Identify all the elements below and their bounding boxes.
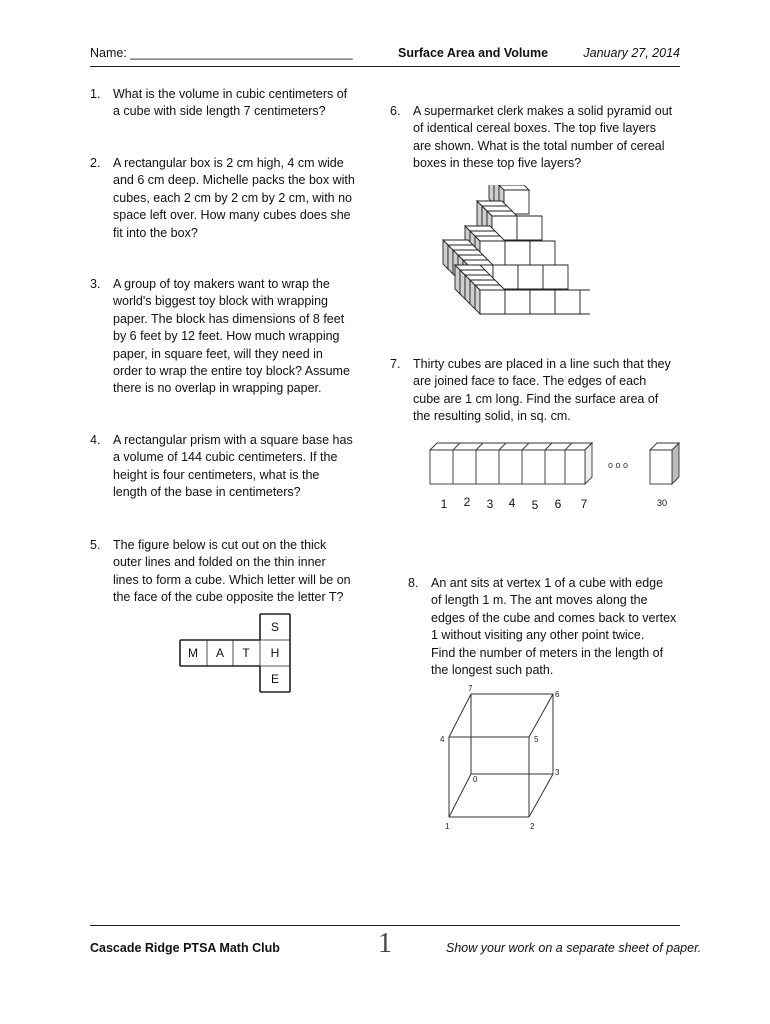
question-line: lines to form a cube. Which letter will be on <box>113 572 351 587</box>
box-top-face <box>465 226 495 231</box>
net-letter-t: T <box>242 646 250 660</box>
box-top-face <box>475 236 505 241</box>
question-line: the face of the cube opposite the letter T? <box>113 590 344 605</box>
question-text <box>413 356 671 426</box>
net-letter-a: A <box>215 646 225 660</box>
footer-instruction: Show your work on a separate sheet of paper. <box>446 941 702 955</box>
question-line: height is four centimeters, what is the <box>113 467 320 482</box>
question-line: A supermarket clerk makes a solid pyramid out <box>413 104 673 118</box>
last-cube-side <box>672 443 679 484</box>
question-line: a cube with side length 7 centimeters? <box>113 104 326 119</box>
box-top-face <box>460 270 490 275</box>
box-top-face <box>453 250 483 255</box>
question-line: outer lines and folded on the thin inner <box>113 555 326 570</box>
box-top-face <box>455 265 485 270</box>
box-top-face <box>470 231 500 236</box>
box-front-face <box>518 265 543 289</box>
cube-label: 5 <box>531 498 539 512</box>
question-number: 3. <box>90 277 101 291</box>
question-number: 4. <box>90 433 101 447</box>
cube-label-last: 30 <box>656 498 668 508</box>
question-line: of identical cereal boxes. The top five layers <box>413 121 656 136</box>
question-line: Find the number of meters in the length of <box>431 645 664 660</box>
question-line: a volume of 144 cubic centimeters. If the <box>113 450 338 465</box>
question-text <box>431 575 676 679</box>
question-line: edges of the cube and comes back to vertex <box>431 610 677 625</box>
cube-net-figure <box>170 610 300 700</box>
box-front-face <box>505 241 530 265</box>
question-line: the longest such path. <box>431 663 554 678</box>
page-header <box>90 46 680 64</box>
question-line: world's biggest toy block with wrapping <box>113 294 328 309</box>
box-front-face <box>530 241 555 265</box>
last-cube-front <box>650 450 672 484</box>
cube-edge <box>529 694 553 737</box>
question-number: 6. <box>390 104 401 118</box>
cube-label: 3 <box>486 497 494 511</box>
question-line: boxes in these top five layers? <box>413 156 582 171</box>
box-top-face <box>482 206 512 211</box>
box-top-face <box>477 201 507 206</box>
cube-edge <box>449 694 471 737</box>
question-line: 1 without visiting any other point twice. <box>431 628 645 643</box>
vertex-label-4: 4 <box>440 735 445 744</box>
box-top-face <box>487 211 517 216</box>
question-line: Thirty cubes are placed in a line such that they <box>413 357 671 371</box>
vertex-label-1: 1 <box>445 822 450 831</box>
question-line: paper. The block has dimensions of 8 feet <box>113 311 345 326</box>
box-top-face <box>499 185 529 190</box>
vertex-label-5: 5 <box>534 735 539 744</box>
net-letter-s: S <box>270 620 280 634</box>
question-text <box>113 155 355 242</box>
question-line: there is no overlap in wrapping paper. <box>113 381 322 396</box>
question-line: and 6 cm deep. Michelle packs the box with <box>113 173 355 188</box>
question-text <box>113 86 347 121</box>
box-top-face <box>443 240 473 245</box>
vertex-label-7: 7 <box>468 684 473 693</box>
question-text <box>113 276 350 398</box>
cube-edge <box>449 774 471 817</box>
vertex-label-2: 2 <box>530 822 535 831</box>
question-line: A rectangular box is 2 cm high, 4 cm wide <box>113 156 344 170</box>
box-top-face <box>463 260 493 265</box>
box-top-face <box>475 285 505 290</box>
net-letter-h: H <box>270 646 280 660</box>
box-front-face <box>580 290 590 314</box>
box-front-face <box>543 265 568 289</box>
cube-label: 6 <box>554 497 562 511</box>
club-name: Cascade Ridge PTSA Math Club <box>90 941 280 955</box>
question-number: 7. <box>390 357 401 371</box>
cube-line-figure <box>425 438 695 518</box>
cube-label: 7 <box>580 497 588 511</box>
question-line: The figure below is cut out on the thick <box>113 538 327 552</box>
cube-vertices-figure <box>435 682 575 834</box>
question-line: of length 1 m. The ant moves along the <box>431 593 648 608</box>
box-front-face <box>555 290 580 314</box>
header-rule <box>90 66 680 67</box>
footer-rule <box>90 925 680 926</box>
question-line: paper, in square feet, will they need in <box>113 346 323 361</box>
question-number: 2. <box>90 156 101 170</box>
question-line: are joined face to face. The edges of each <box>413 374 647 389</box>
box-front-face <box>480 290 505 314</box>
question-line: What is the volume in cubic centimeters of <box>113 87 348 101</box>
worksheet-date: January 27, 2014 <box>583 46 680 60</box>
box-pyramid-figure <box>430 185 590 343</box>
box-front-face <box>505 290 530 314</box>
name-field-label: Name: ________________________________ <box>90 46 353 60</box>
box-top-face <box>465 275 495 280</box>
cube-label: 4 <box>508 496 516 510</box>
question-line: fit into the box? <box>113 225 198 240</box>
question-text <box>113 432 353 502</box>
question-line: A rectangular prism with a square base has <box>113 433 353 447</box>
question-line: space left over. How many cubes does she <box>113 208 351 223</box>
question-line: cubes, each 2 cm by 2 cm by 2 cm, with no <box>113 190 352 205</box>
box-top-face <box>470 280 500 285</box>
question-line: length of the base in centimeters? <box>113 485 301 500</box>
question-line: An ant sits at vertex 1 of a cube with edge <box>431 576 664 590</box>
question-line: the resulting solid, in sq. cm. <box>413 409 571 424</box>
box-front-face <box>517 216 542 240</box>
question-line: cube are 1 cm long. Find the surface area of <box>413 391 659 406</box>
question-line: by 6 feet by 12 feet. How much wrapping <box>113 329 340 344</box>
question-number: 1. <box>90 87 101 101</box>
question-number: 8. <box>408 576 419 590</box>
box-top-face <box>458 255 488 260</box>
ellipsis-dots: o o o <box>608 460 629 470</box>
net-letter-m: M <box>188 646 198 660</box>
question-line: A group of toy makers want to wrap the <box>113 277 330 291</box>
page-number: 1 <box>378 928 392 959</box>
worksheet-title: Surface Area and Volume <box>398 46 549 60</box>
cube-label: 2 <box>463 495 471 509</box>
vertex-label-3: 3 <box>555 768 560 777</box>
net-letter-e: E <box>270 672 280 686</box>
box-front-face <box>530 290 555 314</box>
cube-label: 1 <box>440 497 448 511</box>
question-text <box>413 103 672 173</box>
question-text <box>113 537 351 607</box>
question-line: order to wrap the entire toy block? Assume <box>113 364 350 379</box>
cube-row-side-face <box>585 443 592 484</box>
box-top-face <box>448 245 478 250</box>
question-number: 5. <box>90 538 101 552</box>
vertex-label-0: 0 <box>473 775 478 784</box>
question-line: are shown. What is the total number of cereal <box>413 138 665 153</box>
vertex-label-6: 6 <box>555 690 560 699</box>
cube-edge <box>529 774 553 817</box>
